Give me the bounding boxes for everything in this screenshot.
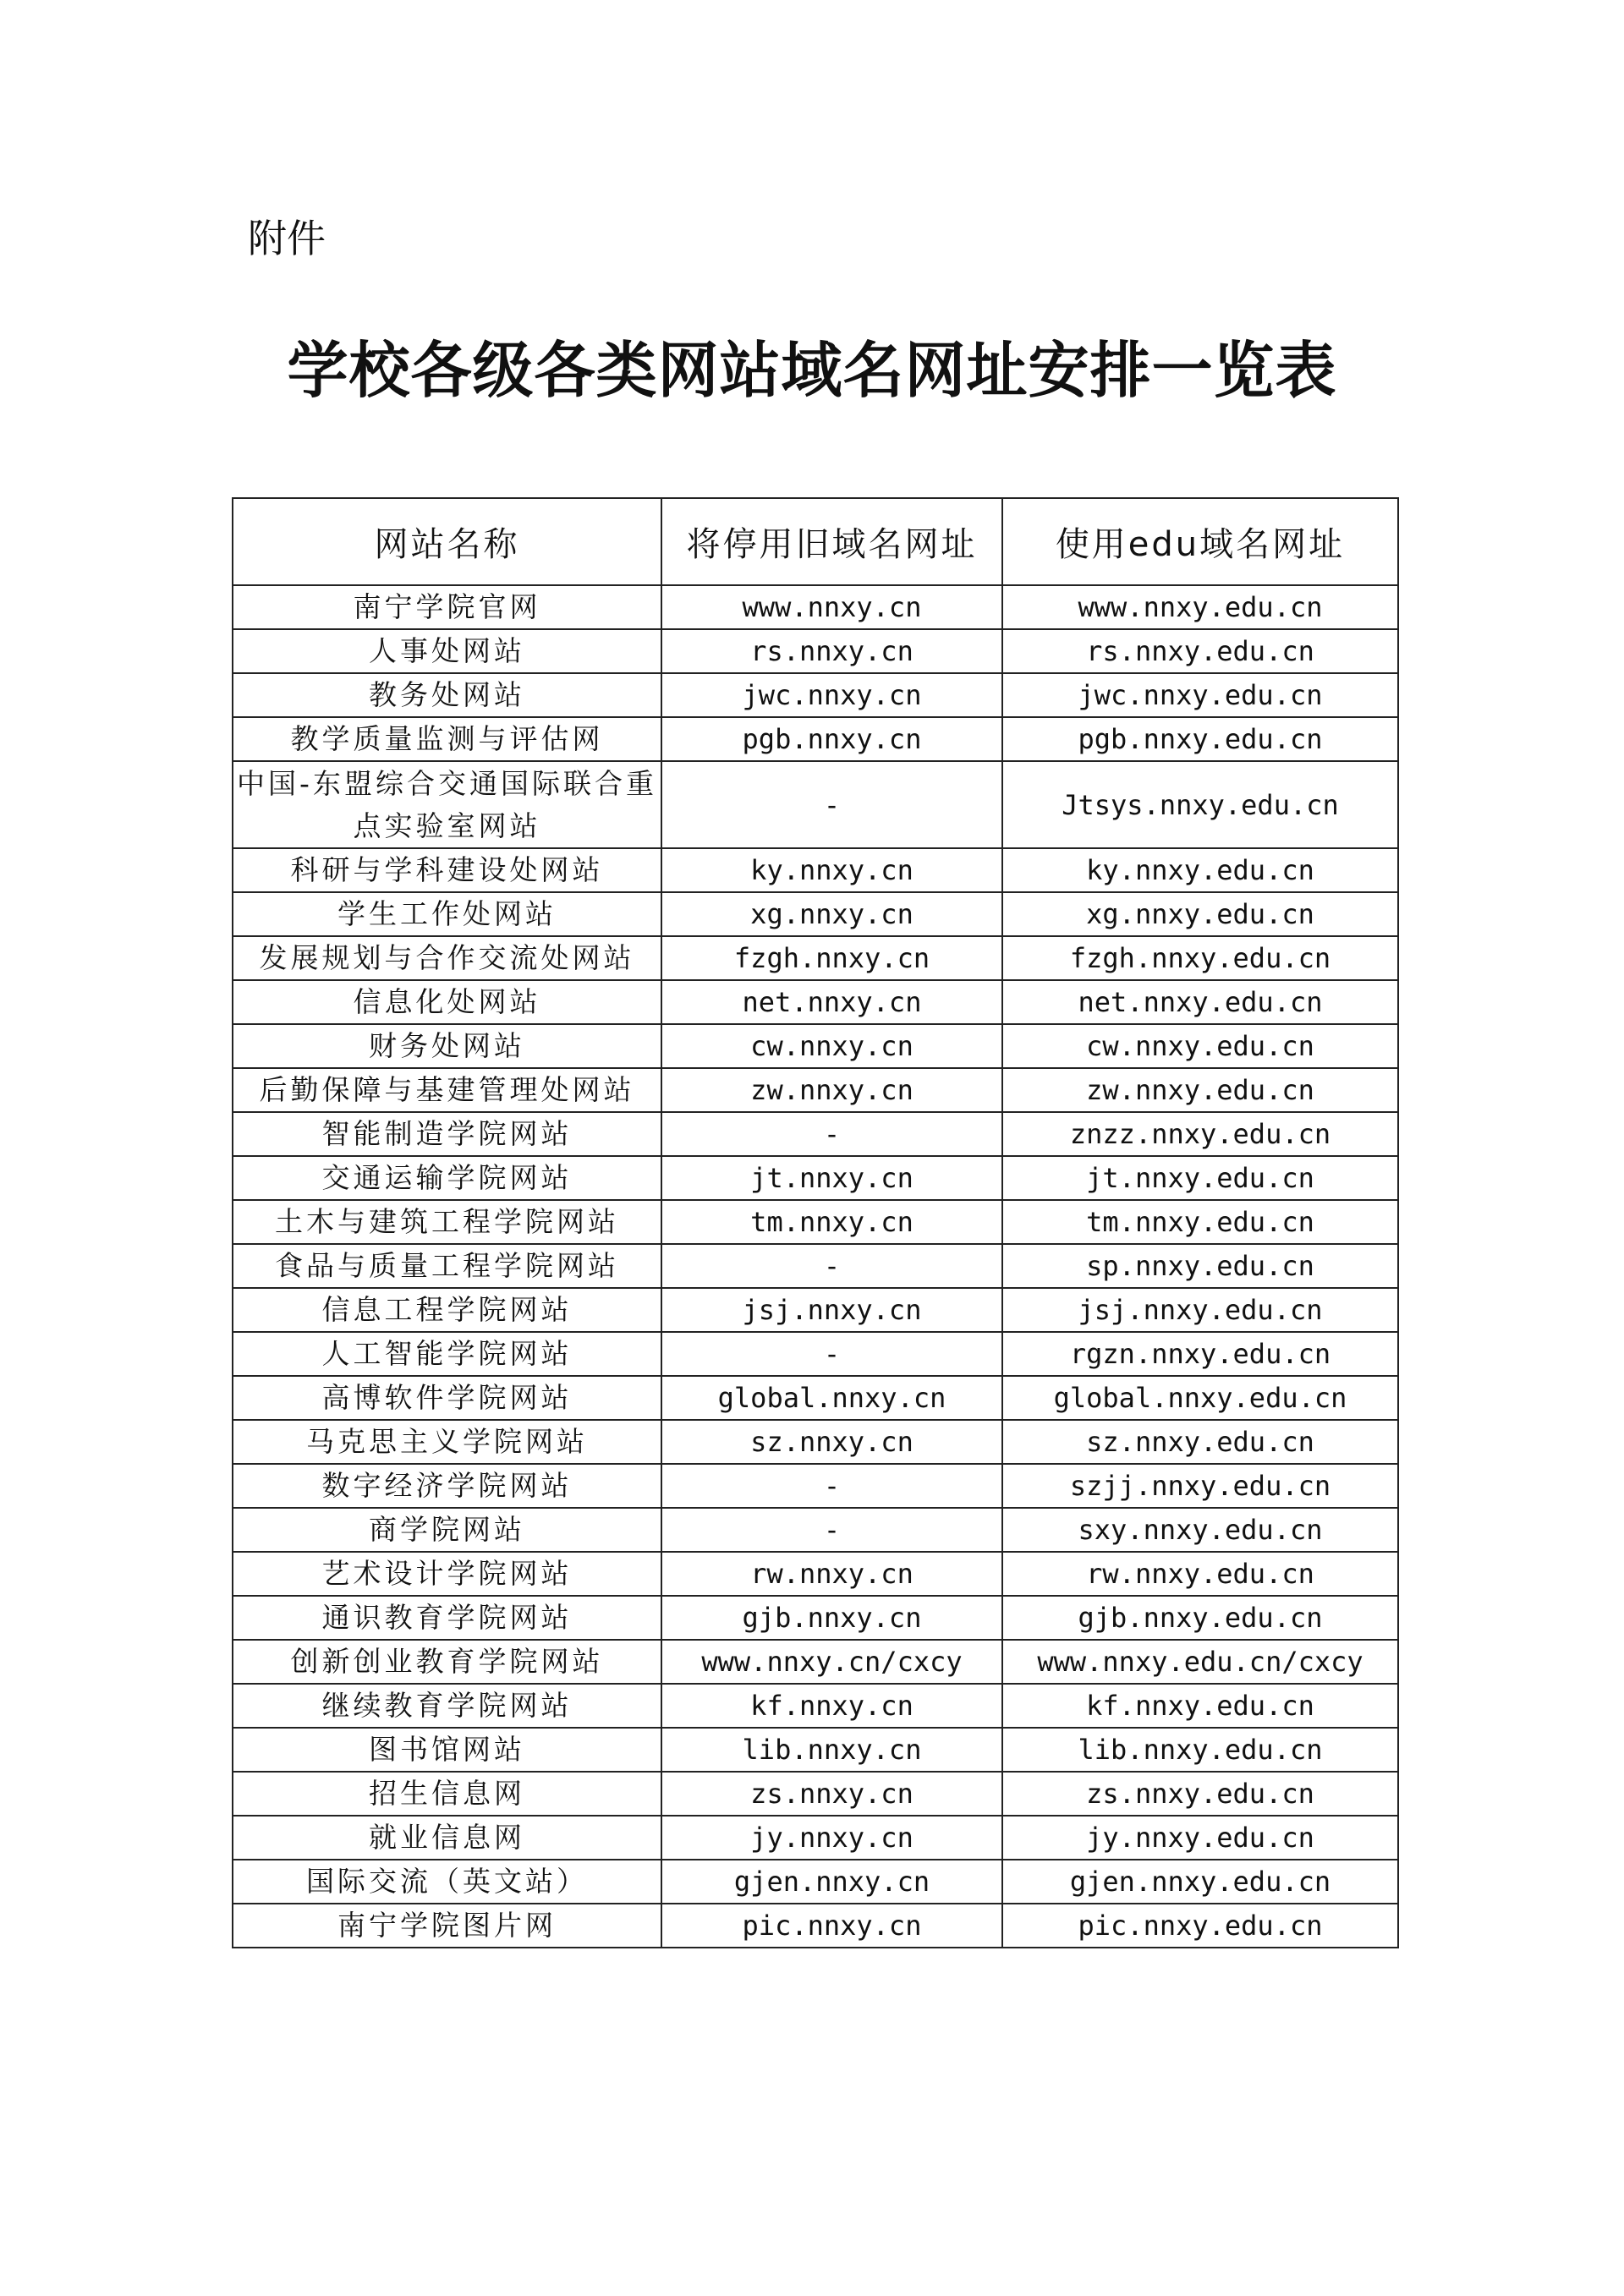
- edu-domain-cell: szjj.nnxy.edu.cn: [1002, 1464, 1398, 1508]
- header-site-name: 网站名称: [233, 498, 661, 585]
- site-name-cell: 国际交流（英文站）: [233, 1860, 661, 1904]
- old-domain-cell: jt.nnxy.cn: [661, 1156, 1002, 1200]
- table-row: [233, 1200, 1398, 1244]
- site-name-cell: 就业信息网: [233, 1816, 661, 1860]
- table-row: [233, 1376, 1398, 1420]
- site-name-cell: 数字经济学院网站: [233, 1464, 661, 1508]
- site-name-cell: 人事处网站: [233, 629, 661, 673]
- table-row: [233, 1464, 1398, 1508]
- old-domain-cell: fzgh.nnxy.cn: [661, 936, 1002, 980]
- table-row: [233, 1904, 1398, 1948]
- old-domain-cell: rs.nnxy.cn: [661, 629, 1002, 673]
- table-row: [233, 1728, 1398, 1772]
- header-edu-domain: 使用edu域名网址: [1002, 498, 1398, 585]
- site-name-cell: 创新创业教育学院网站: [233, 1640, 661, 1684]
- edu-domain-cell: zw.nnxy.edu.cn: [1002, 1068, 1398, 1112]
- edu-domain-cell: global.nnxy.edu.cn: [1002, 1376, 1398, 1420]
- old-domain-cell: xg.nnxy.cn: [661, 892, 1002, 936]
- table-row: [233, 1332, 1398, 1376]
- site-name-cell: 土木与建筑工程学院网站: [233, 1200, 661, 1244]
- old-domain-cell: -: [661, 1464, 1002, 1508]
- site-name-cell: 财务处网站: [233, 1024, 661, 1068]
- table-header-row: [233, 498, 1398, 585]
- old-domain-cell: cw.nnxy.cn: [661, 1024, 1002, 1068]
- edu-domain-cell: rgzn.nnxy.edu.cn: [1002, 1332, 1398, 1376]
- edu-domain-cell: sz.nnxy.edu.cn: [1002, 1420, 1398, 1464]
- table-row: [233, 1684, 1398, 1728]
- edu-domain-cell: tm.nnxy.edu.cn: [1002, 1200, 1398, 1244]
- site-name-cell: 食品与质量工程学院网站: [233, 1244, 661, 1288]
- table-row: [233, 1244, 1398, 1288]
- page-title: 学校各级各类网站域名网址安排一览表: [287, 334, 1337, 406]
- site-name-cell: 人工智能学院网站: [233, 1332, 661, 1376]
- header-old-domain: 将停用旧域名网址: [661, 498, 1002, 585]
- site-name-cell: 南宁学院图片网: [233, 1904, 661, 1948]
- table-row: [233, 1772, 1398, 1816]
- old-domain-cell: -: [661, 761, 1002, 848]
- edu-domain-cell: pgb.nnxy.edu.cn: [1002, 717, 1398, 761]
- site-name-cell: 中国-东盟综合交通国际联合重点实验室网站: [233, 761, 661, 848]
- old-domain-cell: sz.nnxy.cn: [661, 1420, 1002, 1464]
- site-name-cell: 继续教育学院网站: [233, 1684, 661, 1728]
- table-row: [233, 673, 1398, 717]
- old-domain-cell: jwc.nnxy.cn: [661, 673, 1002, 717]
- edu-domain-cell: fzgh.nnxy.edu.cn: [1002, 936, 1398, 980]
- edu-domain-cell: gjen.nnxy.edu.cn: [1002, 1860, 1398, 1904]
- old-domain-cell: tm.nnxy.cn: [661, 1200, 1002, 1244]
- table-row: [233, 629, 1398, 673]
- site-name-cell: 科研与学科建设处网站: [233, 848, 661, 892]
- site-name-cell: 高博软件学院网站: [233, 1376, 661, 1420]
- edu-domain-cell: rs.nnxy.edu.cn: [1002, 629, 1398, 673]
- site-name-cell: 马克思主义学院网站: [233, 1420, 661, 1464]
- edu-domain-cell: sp.nnxy.edu.cn: [1002, 1244, 1398, 1288]
- table-row: [233, 1156, 1398, 1200]
- table-row: [233, 761, 1398, 848]
- table-row: [233, 1596, 1398, 1640]
- attachment-label: 附件: [248, 216, 326, 261]
- table-row: [233, 936, 1398, 980]
- site-name-cell: 后勤保障与基建管理处网站: [233, 1068, 661, 1112]
- edu-domain-cell: gjb.nnxy.edu.cn: [1002, 1596, 1398, 1640]
- edu-domain-cell: Jtsys.nnxy.edu.cn: [1002, 761, 1398, 848]
- site-name-cell: 信息化处网站: [233, 980, 661, 1024]
- site-name-cell: 交通运输学院网站: [233, 1156, 661, 1200]
- edu-domain-cell: ky.nnxy.edu.cn: [1002, 848, 1398, 892]
- site-name-cell: 信息工程学院网站: [233, 1288, 661, 1332]
- edu-domain-cell: xg.nnxy.edu.cn: [1002, 892, 1398, 936]
- edu-domain-cell: jwc.nnxy.edu.cn: [1002, 673, 1398, 717]
- old-domain-cell: ky.nnxy.cn: [661, 848, 1002, 892]
- old-domain-cell: zs.nnxy.cn: [661, 1772, 1002, 1816]
- edu-domain-cell: zs.nnxy.edu.cn: [1002, 1772, 1398, 1816]
- site-name-cell: 教务处网站: [233, 673, 661, 717]
- site-name-cell: 教学质量监测与评估网: [233, 717, 661, 761]
- table-row: [233, 717, 1398, 761]
- old-domain-cell: global.nnxy.cn: [661, 1376, 1002, 1420]
- edu-domain-cell: net.nnxy.edu.cn: [1002, 980, 1398, 1024]
- old-domain-cell: net.nnxy.cn: [661, 980, 1002, 1024]
- site-name-cell: 南宁学院官网: [233, 585, 661, 629]
- edu-domain-cell: rw.nnxy.edu.cn: [1002, 1552, 1398, 1596]
- table-row: [233, 1508, 1398, 1552]
- old-domain-cell: lib.nnxy.cn: [661, 1728, 1002, 1772]
- table-body: [233, 585, 1398, 1948]
- old-domain-cell: pic.nnxy.cn: [661, 1904, 1002, 1948]
- table-row: [233, 848, 1398, 892]
- old-domain-cell: jy.nnxy.cn: [661, 1816, 1002, 1860]
- old-domain-cell: gjb.nnxy.cn: [661, 1596, 1002, 1640]
- edu-domain-cell: www.nnxy.edu.cn/cxcy: [1002, 1640, 1398, 1684]
- edu-domain-cell: jt.nnxy.edu.cn: [1002, 1156, 1398, 1200]
- table-row: [233, 585, 1398, 629]
- edu-domain-cell: jsj.nnxy.edu.cn: [1002, 1288, 1398, 1332]
- domain-table: [232, 497, 1399, 1948]
- site-name-cell: 图书馆网站: [233, 1728, 661, 1772]
- old-domain-cell: zw.nnxy.cn: [661, 1068, 1002, 1112]
- old-domain-cell: gjen.nnxy.cn: [661, 1860, 1002, 1904]
- table-row: [233, 1288, 1398, 1332]
- old-domain-cell: kf.nnxy.cn: [661, 1684, 1002, 1728]
- edu-domain-cell: www.nnxy.edu.cn: [1002, 585, 1398, 629]
- site-name-cell: 通识教育学院网站: [233, 1596, 661, 1640]
- table-row: [233, 892, 1398, 936]
- table-row: [233, 1024, 1398, 1068]
- old-domain-cell: -: [661, 1332, 1002, 1376]
- edu-domain-cell: lib.nnxy.edu.cn: [1002, 1728, 1398, 1772]
- site-name-cell: 智能制造学院网站: [233, 1112, 661, 1156]
- site-name-cell: 商学院网站: [233, 1508, 661, 1552]
- table-row: [233, 1552, 1398, 1596]
- old-domain-cell: www.nnxy.cn/cxcy: [661, 1640, 1002, 1684]
- edu-domain-cell: znzz.nnxy.edu.cn: [1002, 1112, 1398, 1156]
- site-name-cell: 发展规划与合作交流处网站: [233, 936, 661, 980]
- site-name-cell: 艺术设计学院网站: [233, 1552, 661, 1596]
- edu-domain-cell: cw.nnxy.edu.cn: [1002, 1024, 1398, 1068]
- table-row: [233, 1068, 1398, 1112]
- old-domain-cell: rw.nnxy.cn: [661, 1552, 1002, 1596]
- old-domain-cell: jsj.nnxy.cn: [661, 1288, 1002, 1332]
- edu-domain-cell: pic.nnxy.edu.cn: [1002, 1904, 1398, 1948]
- old-domain-cell: pgb.nnxy.cn: [661, 717, 1002, 761]
- site-name-cell: 招生信息网: [233, 1772, 661, 1816]
- edu-domain-cell: jy.nnxy.edu.cn: [1002, 1816, 1398, 1860]
- table-row: [233, 1112, 1398, 1156]
- edu-domain-cell: sxy.nnxy.edu.cn: [1002, 1508, 1398, 1552]
- table-header: [233, 498, 1398, 585]
- table-row: [233, 1816, 1398, 1860]
- old-domain-cell: -: [661, 1112, 1002, 1156]
- edu-domain-cell: kf.nnxy.edu.cn: [1002, 1684, 1398, 1728]
- table-row: [233, 1420, 1398, 1464]
- old-domain-cell: www.nnxy.cn: [661, 585, 1002, 629]
- table-row: [233, 980, 1398, 1024]
- table-row: [233, 1640, 1398, 1684]
- old-domain-cell: -: [661, 1508, 1002, 1552]
- old-domain-cell: -: [661, 1244, 1002, 1288]
- site-name-cell: 学生工作处网站: [233, 892, 661, 936]
- table-row: [233, 1860, 1398, 1904]
